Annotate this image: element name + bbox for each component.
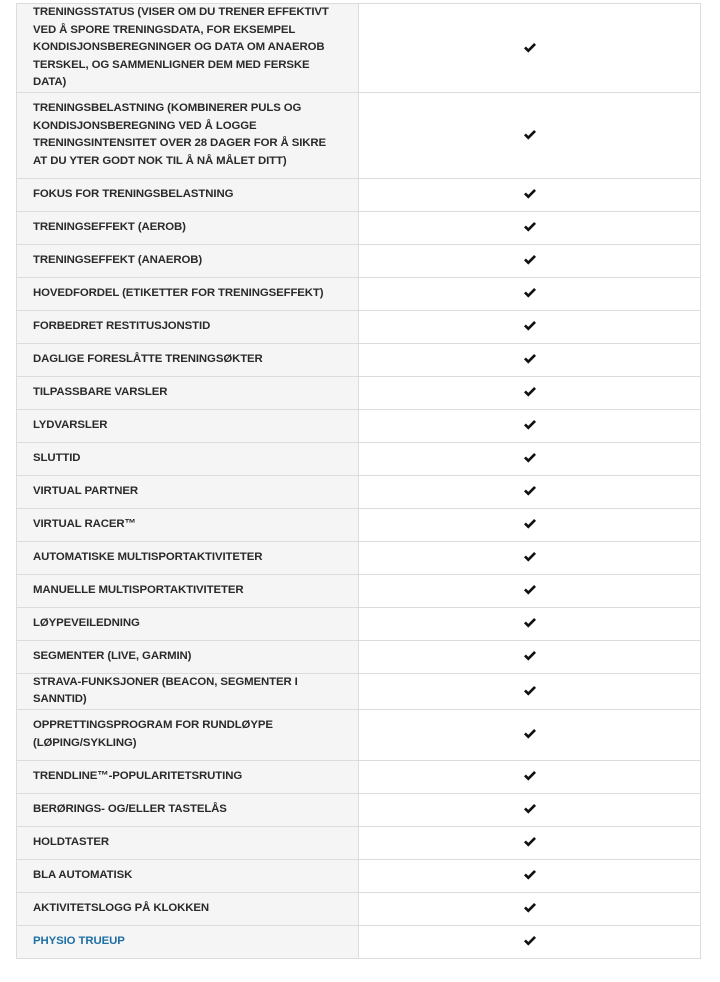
feature-comparison-table xyxy=(16,3,701,959)
feature-value xyxy=(359,4,701,93)
feature-label: BERØRINGS- OG/ELLER TASTELÅS xyxy=(17,793,359,826)
check-icon xyxy=(523,902,537,914)
table-row xyxy=(17,376,701,409)
check-icon xyxy=(523,485,537,497)
feature-label: TRENDLINE™-POPULARITETSRUTING xyxy=(17,760,359,793)
check-icon xyxy=(523,869,537,881)
feature-label: HOLDTASTER xyxy=(17,826,359,859)
feature-label: BLA AUTOMATISK xyxy=(17,859,359,892)
check-icon xyxy=(523,188,537,200)
check-icon xyxy=(523,221,537,233)
table-row xyxy=(17,826,701,859)
table-row xyxy=(17,925,701,958)
feature-value xyxy=(359,376,701,409)
feature-value xyxy=(359,574,701,607)
table-row xyxy=(17,859,701,892)
table-row xyxy=(17,793,701,826)
table-row xyxy=(17,277,701,310)
physio-trueup-link[interactable]: PHYSIO TRUEUP xyxy=(17,925,359,958)
table-row xyxy=(17,673,701,709)
feature-label: AKTIVITETSLOGG PÅ KLOKKEN xyxy=(17,892,359,925)
table-row xyxy=(17,442,701,475)
table-row xyxy=(17,574,701,607)
feature-value xyxy=(359,709,701,760)
feature-value xyxy=(359,760,701,793)
feature-label: MANUELLE MULTISPORTAKTIVITETER xyxy=(17,574,359,607)
feature-value xyxy=(359,892,701,925)
table-row xyxy=(17,343,701,376)
feature-value xyxy=(359,343,701,376)
check-icon xyxy=(523,129,537,141)
check-icon xyxy=(523,452,537,464)
feature-value xyxy=(359,607,701,640)
feature-label: SLUTTID xyxy=(17,442,359,475)
feature-value xyxy=(359,793,701,826)
feature-label: TRENINGSEFFEKT (AEROB) xyxy=(17,211,359,244)
feature-label: TRENINGSBELASTNING (KOMBINERER PULS OG KONDISJONSBEREGNING VED Å LOGGE TRENINGSINTENSITET OVER 28 DAGER FOR Å SIKRE AT DU YTER GODT NOK TIL Å NÅ MÅLET DITT) xyxy=(17,92,359,178)
table-row xyxy=(17,409,701,442)
table-row xyxy=(17,310,701,343)
table-row xyxy=(17,475,701,508)
feature-label: OPPRETTINGSPROGRAM FOR RUNDLØYPE (LØPING/SYKLING) xyxy=(17,709,359,760)
table-row xyxy=(17,211,701,244)
feature-label: FORBEDRET RESTITUSJONSTID xyxy=(17,310,359,343)
table-row xyxy=(17,4,701,93)
table-row xyxy=(17,244,701,277)
feature-label: LYDVARSLER xyxy=(17,409,359,442)
feature-value xyxy=(359,475,701,508)
check-icon xyxy=(523,685,537,697)
check-icon xyxy=(523,935,537,947)
feature-label: SEGMENTER (LIVE, GARMIN) xyxy=(17,640,359,673)
feature-label: FOKUS FOR TRENINGSBELASTNING xyxy=(17,178,359,211)
feature-label: HOVEDFORDEL (ETIKETTER FOR TRENINGSEFFEKT) xyxy=(17,277,359,310)
feature-value xyxy=(359,211,701,244)
check-icon xyxy=(523,254,537,266)
feature-label: AUTOMATISKE MULTISPORTAKTIVITETER xyxy=(17,541,359,574)
check-icon xyxy=(523,584,537,596)
table-row xyxy=(17,892,701,925)
feature-label: DAGLIGE FORESLÅTTE TRENINGSØKTER xyxy=(17,343,359,376)
feature-value xyxy=(359,442,701,475)
check-icon xyxy=(523,386,537,398)
check-icon xyxy=(523,728,537,740)
table-row xyxy=(17,640,701,673)
table-row xyxy=(17,508,701,541)
feature-value xyxy=(359,640,701,673)
feature-label: TRENINGSEFFEKT (ANAEROB) xyxy=(17,244,359,277)
feature-value xyxy=(359,826,701,859)
table-row xyxy=(17,178,701,211)
check-icon xyxy=(523,803,537,815)
feature-value xyxy=(359,409,701,442)
feature-label: STRAVA-FUNKSJONER (BEACON, SEGMENTER I SANNTID) xyxy=(17,673,359,709)
feature-label: TILPASSBARE VARSLER xyxy=(17,376,359,409)
check-icon xyxy=(523,419,537,431)
feature-label: LØYPEVEILEDNING xyxy=(17,607,359,640)
check-icon xyxy=(523,518,537,530)
feature-value xyxy=(359,244,701,277)
table-row xyxy=(17,709,701,760)
table-row xyxy=(17,92,701,178)
check-icon xyxy=(523,320,537,332)
table-row xyxy=(17,607,701,640)
feature-value xyxy=(359,277,701,310)
feature-value xyxy=(359,178,701,211)
feature-value xyxy=(359,673,701,709)
feature-value xyxy=(359,859,701,892)
table-row xyxy=(17,541,701,574)
check-icon xyxy=(523,287,537,299)
feature-value xyxy=(359,925,701,958)
check-icon xyxy=(523,650,537,662)
check-icon xyxy=(523,617,537,629)
feature-label: VIRTUAL PARTNER xyxy=(17,475,359,508)
feature-label: VIRTUAL RACER™ xyxy=(17,508,359,541)
feature-value xyxy=(359,508,701,541)
check-icon xyxy=(523,770,537,782)
check-icon xyxy=(523,353,537,365)
feature-value xyxy=(359,310,701,343)
table-row xyxy=(17,760,701,793)
check-icon xyxy=(523,551,537,563)
feature-value xyxy=(359,92,701,178)
feature-label: TRENINGSSTATUS (VISER OM DU TRENER EFFEKTIVT VED Å SPORE TRENINGSDATA, FOR EKSEMPEL KONDISJONSBEREGNINGER OG DATA OM ANAEROB TERSKEL, OG SAMMENLIGNER DEM MED FERSKE DATA) xyxy=(17,4,359,93)
check-icon xyxy=(523,42,537,54)
check-icon xyxy=(523,836,537,848)
feature-value xyxy=(359,541,701,574)
